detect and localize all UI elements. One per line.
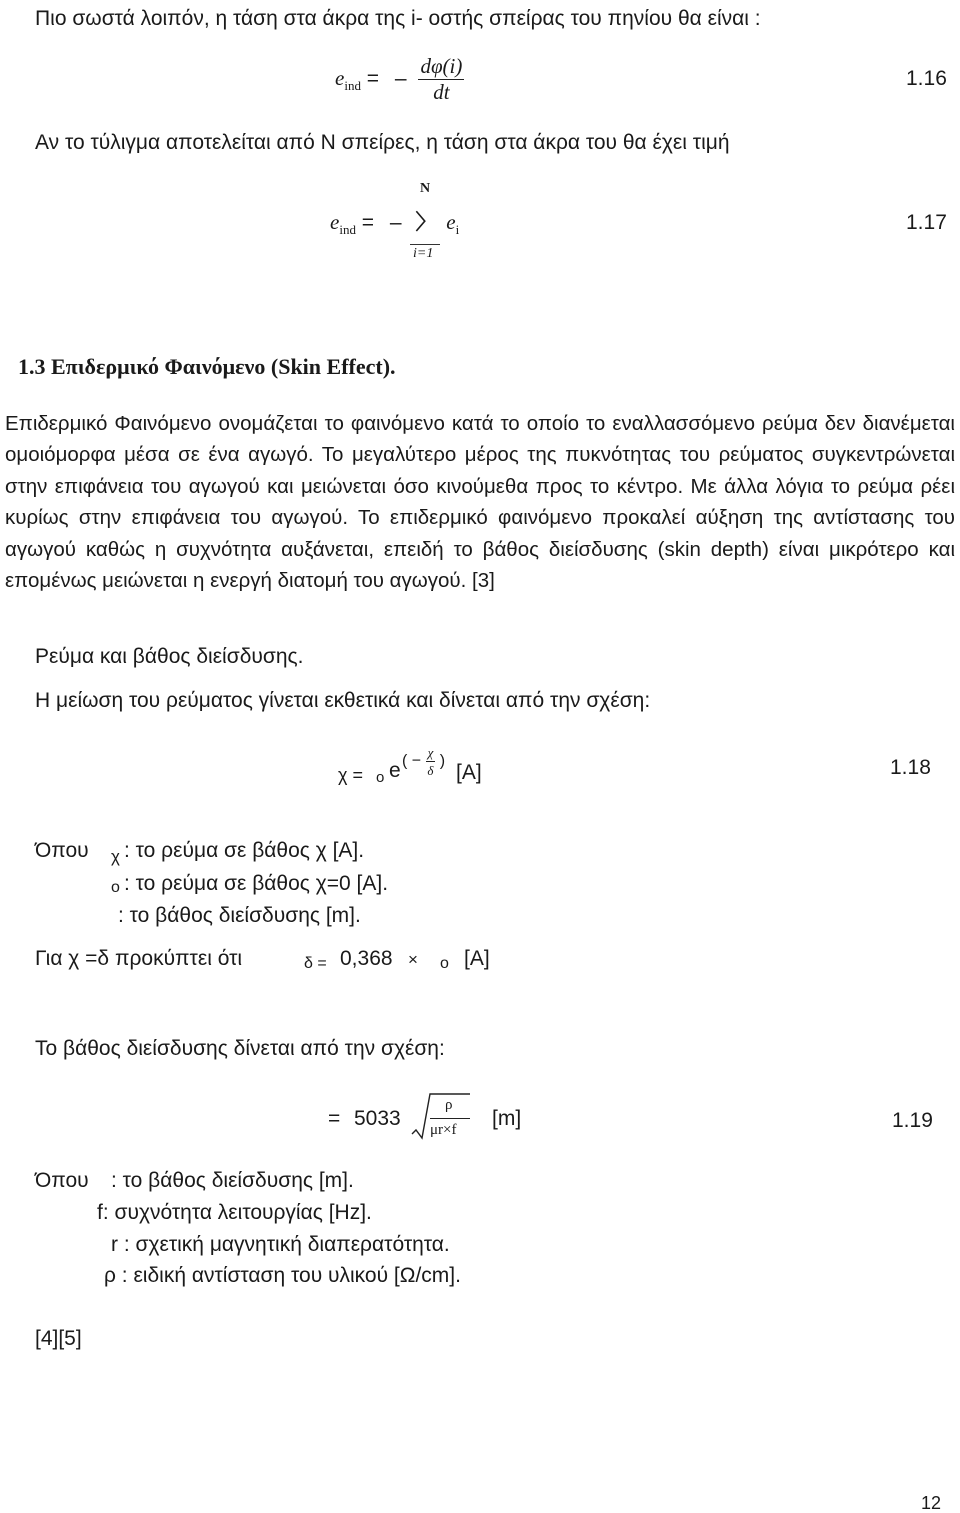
defs1-sym-o: ο [111,879,120,896]
eq118-exp-open: ( − [402,752,422,770]
paragraph-text: Επιδερμικό Φαινόμενο ονομάζεται το φαινόμενο κατά το οποίο το εναλλασσόμενο ρεύμα δεν διανέμεται ομοιόμορφα μέσα σε ένα αγωγό. Το μεγαλύτερο μέρος της πυκνότητας του ρεύματος συγκεντρώνεται στην επιφάνεια του αγωγού και μειώνεται όσο κινούμεθα προς το κέντρο. Με άλλα λόγια το ρεύμα ρέει κυρίως στην επιφάνεια του αγωγού. Το επιδερμικό φαινόμενο προκαλεί αύξηση της αντίστασης του αγωγού καθώς η συχνότητα αυξάνεται, επειδή το βάθος διείσδυσης (skin depth) είναι μικρότερο και επομένως μειώνεται η ενεργή διατομή του αγωγού. [3] [5,412,955,593]
eq118-exponent [402,746,445,777]
n-turns-line: Αν το τύλιγμα αποτελείται από Ν σπείρες, η τάση στα άκρα του θα έχει τιμή [35,131,730,154]
intro-line: Πιο σωστά λοιπόν, η τάση στα άκρα της i- οστής σπείρας του πηνίου θα είναι : [35,7,761,30]
eq118-lhs: χ = [338,765,363,785]
body-paragraph [5,408,955,596]
eq117-equals: = [361,211,375,234]
eq119-coef: 5033 [354,1107,401,1130]
equation-number-1-18: 1.18 [890,756,931,779]
eq116-lhs: $e_{ind}$ [335,66,361,94]
decay-line: Η μείωση του ρεύματος γίνεται εκθετικά και δίνεται από την σχέση: [35,689,651,712]
equation-number-1-19: 1.19 [892,1109,933,1132]
defs2-where: Όπου [35,1169,89,1192]
eq117-term: $e_i$ [446,210,460,237]
page-number: 12 [921,1493,942,1513]
result-delta: δ = [304,955,327,972]
eq118-exp-fraction [426,746,436,777]
eq117-lhs: $e_{ind}$ [330,210,356,237]
defs1-def-delta: : το βάθος διείσδυσης [m]. [118,904,361,927]
defs1-def-o: : το ρεύμα σε βάθος χ=0 [A]. [124,872,389,895]
equation-1-16 [335,56,464,103]
result-times: × [408,950,418,969]
defs1-def-chi: : το ρεύμα σε βάθος χ [A]. [124,839,365,862]
defs1-where: Όπου [35,839,89,862]
eq119-fraction-bar [430,1118,470,1119]
eq118-exp-num: χ [427,745,434,760]
defs2-def-mur: r : σχετική μαγνητική διαπερατότητα. [111,1233,450,1256]
eq118-exp-den: δ [427,763,434,778]
depth-line: Το βάθος διείσδυσης δίνεται από την σχέση: [35,1037,445,1060]
defs2-def-f: f: συχνότητα λειτουργίας [Hz]. [97,1201,372,1224]
eq119-numerator: ρ [445,1097,453,1113]
defs2-def-rho: ρ : ειδική αντίσταση του υλικού [Ω/cm]. [104,1264,461,1287]
subheading: Ρεύμα και βάθος διείσδυσης. [35,645,304,668]
eq116-numerator: dφ(i) [420,54,463,78]
defs2-def-delta: : το βάθος διείσδυσης [m]. [111,1169,354,1192]
result-o: ο [440,955,449,972]
result-unit: [A] [464,947,490,970]
eq119-denominator: μr×f [430,1122,457,1138]
eq119-unit: [m] [492,1107,522,1130]
section-heading: 1.3 Επιδερμικό Φαινόμενο (Skin Effect). [18,354,396,379]
eq116-minus: – [394,67,407,91]
result-value: 0,368 [340,947,393,970]
eq119-equals: = [328,1107,341,1130]
eq117-limit-rule [410,244,440,245]
eq116-denominator: dt [433,80,450,104]
references: [4][5] [35,1327,82,1350]
eq118-unit: [A] [456,761,482,784]
equation-1-17 [330,210,460,237]
eq118-subscript-o: ο [376,769,385,786]
eq117-upper-limit: N [420,181,431,196]
eq117-lower-limit: i=1 [413,246,434,261]
equation-number-1-17: 1.17 [906,211,947,234]
equation-number-1-16: 1.16 [906,67,947,90]
result-line: Για χ =δ προκύπτει ότι [35,947,243,970]
eq116-fraction [418,56,464,103]
eq118-exp-close: ) [439,752,446,770]
eq117-minus: – [389,211,402,234]
eq116-equals: = [366,67,380,91]
eq118-e: e [389,759,401,782]
defs1-sym-chi: χ [111,847,120,866]
eq117-sum-sign: 〉 [415,211,437,234]
